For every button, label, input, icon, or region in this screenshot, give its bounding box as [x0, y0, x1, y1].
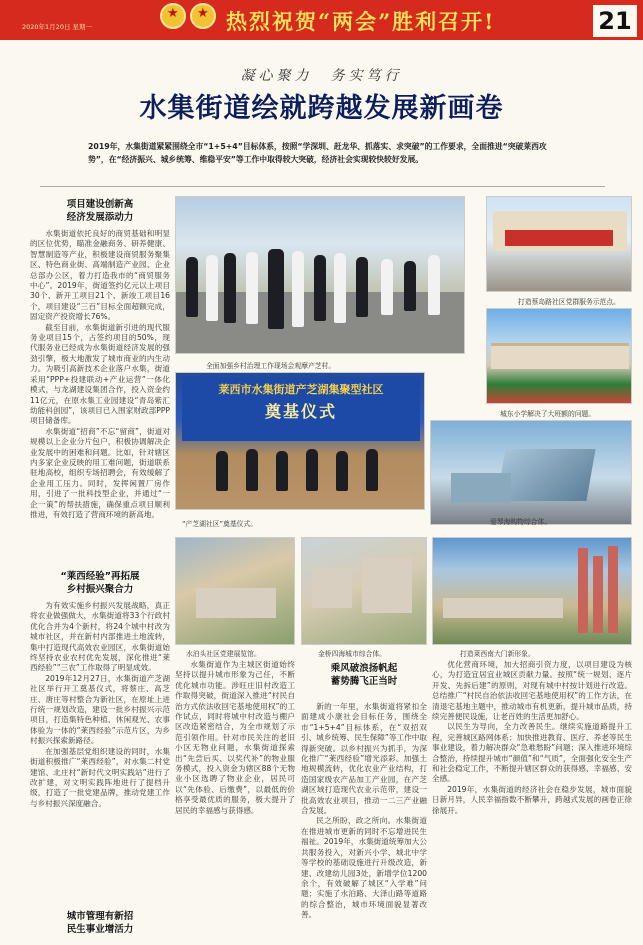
section-1-title: 项目建设创新高 经济发展添动力	[66, 199, 134, 223]
article-intro: 2019年，水集街道紧紧围绕全市“1+5+4”目标体系，按照“学深圳、赶龙华、抓落实、求突破”的工作要求，全面推进“突破莱西攻势”，在“经济振兴、城乡统筹、维稳平安”等工作中取得较大突破，经济社会实现较快较好发展。	[88, 142, 547, 164]
section-2-title: “莱西经验”再拓展 乡村振兴聚合力	[60, 571, 140, 595]
section-4-para: 新的一年里，水集街道将紧扣全面建成小康社会目标任务，围绕全市“1+5+4”目标体系，在“双招双引、城乡统筹、民生保障”等工作中取得新突破。以乡村振兴为抓手，为深化推广“莱西经验”增光添彩。加强土地规模流转，优化农业产业结构，打造国家级农产品加工产业园，在产芝湖区域打造现代农业示范带，建设一批高效农业项目，推动一二三产业融合发展。	[301, 702, 427, 816]
person-figure	[306, 449, 318, 491]
issue-date: 2020年1月20日 星期一	[22, 23, 93, 31]
person-figure	[356, 257, 368, 317]
section-4-para-c: 以民生为导向，全力改善民生。继续实施道路提升工程，完善城区路网体系；加快推进教育、医疗、养老等民生事业建设，着力解决群众“急难愁盼”问题；深入推进环境综合整治，持续提升城市“颜值”和“气质”，全面强化安全生产和社会稳定工作，不断提升辖区群众的获得感、幸福感、安全感。	[432, 722, 632, 784]
photo-school	[486, 308, 632, 404]
photo-1-caption: 全面加强乡村治理工作现场会观摩产芝村。	[206, 362, 336, 370]
photo-6-caption: 水泊头社区党建展览馆。	[186, 650, 261, 658]
person-figure	[246, 449, 258, 491]
section-1-para-b: 截至目前，水集街道新引进的现代服务业项目15个，占签约项目的50%，现代服务业已经成为水集街道经济发展的强劲引擎，极大地激发了城市商业的内生动力。为吸引高新技术企业落户水集，街道采用“PPP+投建联动+产业运营”一体化模式，与龙湖建设集团合作，投入资金约11亿元，在原水集工业园建设“青岛紫汇幼能科创园”，该项目已入围家财政部PPP项目储备库。	[30, 322, 170, 426]
photo-tower	[593, 556, 603, 633]
photo-2-caption: 打造蔡岛路社区党群服务示范点。	[518, 298, 620, 306]
column-2	[175, 660, 295, 940]
photo-building	[496, 449, 595, 501]
national-emblem-icon	[160, 3, 186, 29]
photo-building	[196, 588, 276, 618]
page-number: 21	[593, 5, 637, 37]
photo-building	[451, 473, 511, 503]
banner-slogan: 热烈祝贺“两会”胜利召开!	[226, 9, 496, 34]
person-figure	[246, 252, 258, 324]
photo-building	[443, 598, 563, 618]
person-figure	[381, 259, 393, 315]
person-figure	[314, 255, 326, 321]
person-figure	[206, 255, 218, 321]
photo-groundbreaking-ceremony	[175, 372, 425, 510]
photo-mall-rendering	[430, 420, 632, 525]
person-figure	[276, 451, 288, 491]
cppcc-emblem-icon	[190, 3, 216, 29]
article-headline: 水集街道绘就跨越发展新画卷	[139, 93, 504, 124]
column-3	[301, 702, 427, 940]
person-figure	[268, 249, 284, 329]
person-figure	[404, 261, 416, 311]
section-3-para-c: 2019年，水集街道的经济社会在稳步发展，城市面貌日新月异，人民幸福指数不断攀升，跨越式发展的画卷正徐徐展开。	[432, 784, 632, 815]
person-figure	[428, 255, 440, 315]
section-3-para-b: 民之所盼，政之所向。水集街道在推进城市更新的同时不忘增进民生福祉。2019年，水集街道统筹加大公共服务投入，对新兴小学、城北中学等学校的基础设施进行升级改造，新建、改建幼儿园3处，新增学位1200余个，有效破解了城区“入学难”问题；实施了水泊路、大泽山路等道路的综合整治，城市环境面貌显著改善。	[301, 816, 427, 920]
person-figure	[216, 451, 228, 491]
column-4	[432, 660, 632, 940]
section-3-title: 城市管理有新招 民生事业增活力	[66, 911, 134, 935]
photo-7-caption: 金桥四海城市综合体。	[318, 650, 386, 658]
photo-tower	[608, 546, 618, 633]
photo-5-caption: 爱琴海购物综合体。	[490, 518, 552, 526]
person-figure	[334, 253, 346, 323]
photo-sign	[505, 230, 613, 246]
column-1	[30, 196, 170, 566]
person-figure	[186, 257, 198, 317]
ceremony-board-title: 莱西市水集街道产芝湖集聚型社区	[218, 383, 384, 396]
column-1-lower	[30, 568, 170, 908]
photo-exhibition-hall	[175, 537, 295, 645]
person-figure	[366, 449, 378, 491]
photo-officials-inspection	[175, 196, 465, 354]
divider	[40, 186, 605, 187]
photo-3-caption: 城东小学解决了大班额的问题。	[500, 410, 596, 418]
section-2-para-c: 在加强基层党组织建设的同时，水集街道积极推广“莱西经验”，对水集二村党建馆、北庄村“新时代文明实践站”进行了改扩建，对文明实践阵地进行了提档升级，打造了一批党建品牌，推动党建工作与乡村振兴深度融合。	[30, 746, 170, 808]
person-figure	[224, 253, 236, 323]
section-2-para-a: 为有效实施乡村振兴发展战略，真正将农业做强做大，水集街道将33个行政村优化合并为4个新村，将24个城中村改为城市社区，并在新村内部推进土地流转，集中打造现代高效农业园区，水集街道始终坚持农业农村优先发展，深化推进“莱西经验”“三农”工作取得了明显成效。	[30, 601, 170, 673]
person-figure	[336, 451, 348, 491]
section-4-title: 乘风破浪扬帆起 蓄势腾飞正当时	[330, 663, 398, 687]
section-3-para: 水集街道作为主城区街道始终坚持以提升城市形象为己任，不断优化城市功能。涉旺庄旧村改造工作取得突破，街道深入推进“村民自治方式依法收回宅基地使用权”的工作试点，同时将城中村改造与棚户区改造紧密结合，为全市规划了示范引领作用。针对市民关注的老旧小区无物业问题，水集街道探索出“先尝后买、以奖代补”的物业服务模式，投入资金为辖区88个无物业小区选聘了物业企业，居民可以“先体验、后缴费”，以最低的价格享受最优质的服务，极大提升了居民的幸福感与获得感。	[175, 660, 295, 815]
photo-building	[362, 558, 412, 613]
photo-tower	[578, 548, 588, 633]
section-2-para-b: 2019年12月27日，水集街道产芝湖社区举行开工奠基仪式，将蔡庄、高芝庄、唐庄等村整合为新社区，在原址上进行统一规划改造，建设一批乡村振兴示范项目，打造集特色种植、休闲观光、农事体验为一体的“莱西经验”示范片区，为乡村振兴探索新路径。	[30, 673, 170, 746]
article-subtitle: 凝心聚力 务实笃行	[240, 68, 403, 84]
photo-city-complex	[301, 537, 427, 645]
photo-8-caption: 打造莱西南大门新形象。	[460, 650, 535, 658]
section-4-para-b: 优化营商环境，加大招商引资力度，以项目建设为核心，为打造宜居宜业城区贡献力量。按照“统一规划、逐片开发、先拆后建”的原则，对现有城中村按计划进行改造。总结推广“村民自治依法收回宅基地使用权”的工作方法，在清退宅基地主题中，推动城市有机更新，提升城市品质，持续完善便民设施，让老百姓的生活更加舒心。	[432, 660, 632, 722]
header-banner	[0, 0, 643, 40]
column-3-top	[301, 660, 427, 700]
photo-4-caption: “产芝湖社区”奠基仪式。	[182, 520, 258, 528]
person-figure	[292, 251, 304, 327]
section-1-para-a: 水集街道依托良好的商贸基础和明显的区位优势，瞄准金融商务、研养健康、智慧制造等产业，积极建设商贸服务聚集区、特色商业街、高端制造产业园、企业总部办公区，着力打造我市的“商贸服务中心”。2019年，街道签约亿元以上项目30个、新开工项目21个、新竣工项目16个，项目建设“三百”目标全面超额完成，固定资产投资增长76%。	[30, 229, 170, 322]
photo-building	[312, 568, 352, 608]
photo-party-service-center	[486, 196, 632, 292]
section-1-para-c: 水集街道“招商”不忘“留商”，街道对规模以上企业分片包户，积极协调解决企业发展中的困难和问题。比如，针对辖区内多家企业反映的用工难问题，街道联系驻地高校，组织专场招聘会，有效缓解了企业用工压力。同时，发挥闲置厂房作用，引进了一批科技型企业，并通过“一企一策”的帮扶措施，确保重点项目顺利推进，有效打造了营商环境的新高地。	[30, 426, 170, 519]
photo-building	[491, 343, 629, 369]
column-1-bottom	[30, 910, 170, 942]
photo-south-gate	[432, 537, 632, 645]
ceremony-board-subtitle: 奠基仪式	[264, 402, 337, 421]
